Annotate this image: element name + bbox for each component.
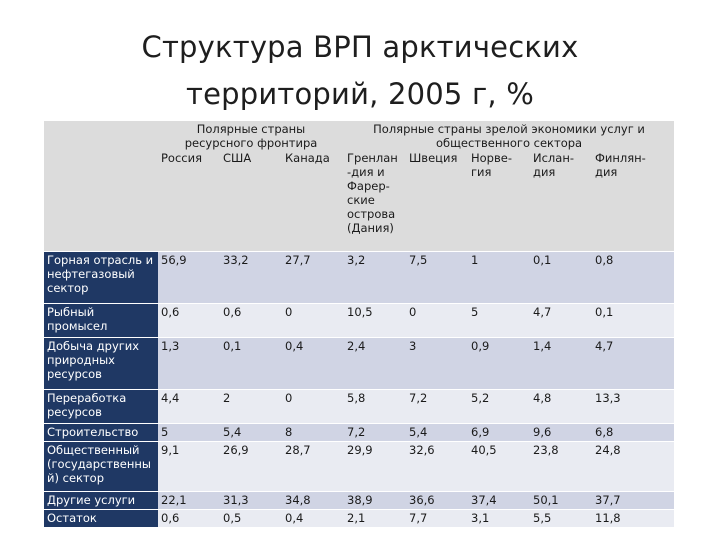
table-row: [44, 390, 674, 424]
value-cell: 9,1: [158, 442, 220, 492]
value-cell: 4,4: [158, 390, 220, 424]
row-label: Другие услуги: [44, 492, 158, 510]
table-row: [44, 424, 674, 442]
value-cell: 0,8: [592, 252, 674, 304]
value-cell: 8: [282, 424, 344, 442]
value-cell: 50,1: [530, 492, 592, 510]
value-cell: 5,4: [406, 424, 468, 442]
value-cell: 6,8: [592, 424, 674, 442]
column-header: Ислан- дия: [530, 150, 592, 252]
value-cell: 4,7: [530, 304, 592, 338]
group-header-row: [44, 121, 674, 150]
row-label: Добыча других природных ресурсов: [44, 338, 158, 390]
column-header: США: [220, 150, 282, 252]
table-row: [44, 338, 674, 390]
value-cell: 0,5: [220, 510, 282, 528]
value-cell: 7,2: [406, 390, 468, 424]
row-label: Рыбный промысел: [44, 304, 158, 338]
value-cell: 38,9: [344, 492, 406, 510]
value-cell: 0,4: [282, 510, 344, 528]
value-cell: 2,1: [344, 510, 406, 528]
column-header: Швеция: [406, 150, 468, 252]
value-cell: 3,2: [344, 252, 406, 304]
value-cell: 5: [468, 304, 530, 338]
value-cell: 4,8: [530, 390, 592, 424]
column-header: Канада: [282, 150, 344, 252]
value-cell: 4,7: [592, 338, 674, 390]
value-cell: 0: [406, 304, 468, 338]
value-cell: 6,9: [468, 424, 530, 442]
value-cell: 3: [406, 338, 468, 390]
title-line-1: Структура ВРП арктических: [141, 30, 579, 64]
value-cell: 32,6: [406, 442, 468, 492]
value-cell: 37,4: [468, 492, 530, 510]
value-cell: 5,5: [530, 510, 592, 528]
value-cell: 23,8: [530, 442, 592, 492]
value-cell: 5,2: [468, 390, 530, 424]
table-row: [44, 510, 674, 528]
table-row: [44, 252, 674, 304]
value-cell: 0,4: [282, 338, 344, 390]
value-cell: 1,3: [158, 338, 220, 390]
value-cell: 0: [282, 390, 344, 424]
value-cell: 0,1: [220, 338, 282, 390]
value-cell: 22,1: [158, 492, 220, 510]
value-cell: 26,9: [220, 442, 282, 492]
value-cell: 2: [220, 390, 282, 424]
value-cell: 56,9: [158, 252, 220, 304]
row-label: Общественный (государственны й) сектор: [44, 442, 158, 492]
group-header-resource-frontier: Полярные страны ресурсного фронтира: [158, 121, 344, 150]
value-cell: 7,5: [406, 252, 468, 304]
value-cell: 29,9: [344, 442, 406, 492]
value-cell: 10,5: [344, 304, 406, 338]
row-label: Горная отрасль и нефтегазовый сектор: [44, 252, 158, 304]
value-cell: 7,2: [344, 424, 406, 442]
value-cell: 5,8: [344, 390, 406, 424]
group-header-mature-economy: Полярные страны зрелой экономики услуг и общественного сектора: [344, 121, 674, 150]
value-cell: 0,6: [220, 304, 282, 338]
row-label: Строительство: [44, 424, 158, 442]
value-cell: 27,7: [282, 252, 344, 304]
value-cell: 11,8: [592, 510, 674, 528]
column-header: Россия: [158, 150, 220, 252]
slide-title: [0, 24, 720, 118]
value-cell: 36,6: [406, 492, 468, 510]
value-cell: 37,7: [592, 492, 674, 510]
value-cell: 5: [158, 424, 220, 442]
table-row: [44, 492, 674, 510]
corner-cell: [44, 150, 158, 252]
value-cell: 0,6: [158, 304, 220, 338]
table-row: [44, 442, 674, 492]
column-header-row: [44, 150, 674, 252]
value-cell: 5,4: [220, 424, 282, 442]
value-cell: 2,4: [344, 338, 406, 390]
value-cell: 0,6: [158, 510, 220, 528]
column-header: Гренлан -дия и Фарер- ские острова (Дания): [344, 150, 406, 252]
value-cell: 28,7: [282, 442, 344, 492]
value-cell: 33,2: [220, 252, 282, 304]
row-label: Остаток: [44, 510, 158, 528]
table-row: [44, 304, 674, 338]
value-cell: 1,4: [530, 338, 592, 390]
value-cell: 13,3: [592, 390, 674, 424]
value-cell: 1: [468, 252, 530, 304]
value-cell: 0,1: [592, 304, 674, 338]
value-cell: 31,3: [220, 492, 282, 510]
column-header: Финлян- дия: [592, 150, 674, 252]
grp-structure-table: [44, 121, 674, 527]
value-cell: 0,1: [530, 252, 592, 304]
value-cell: 3,1: [468, 510, 530, 528]
row-label: Переработка ресурсов: [44, 390, 158, 424]
value-cell: 7,7: [406, 510, 468, 528]
corner-cell: [44, 121, 158, 150]
value-cell: 24,8: [592, 442, 674, 492]
value-cell: 0,9: [468, 338, 530, 390]
value-cell: 40,5: [468, 442, 530, 492]
value-cell: 0: [282, 304, 344, 338]
title-line-2: территорий, 2005 г, %: [185, 77, 535, 111]
column-header: Норве- гия: [468, 150, 530, 252]
value-cell: 9,6: [530, 424, 592, 442]
value-cell: 34,8: [282, 492, 344, 510]
